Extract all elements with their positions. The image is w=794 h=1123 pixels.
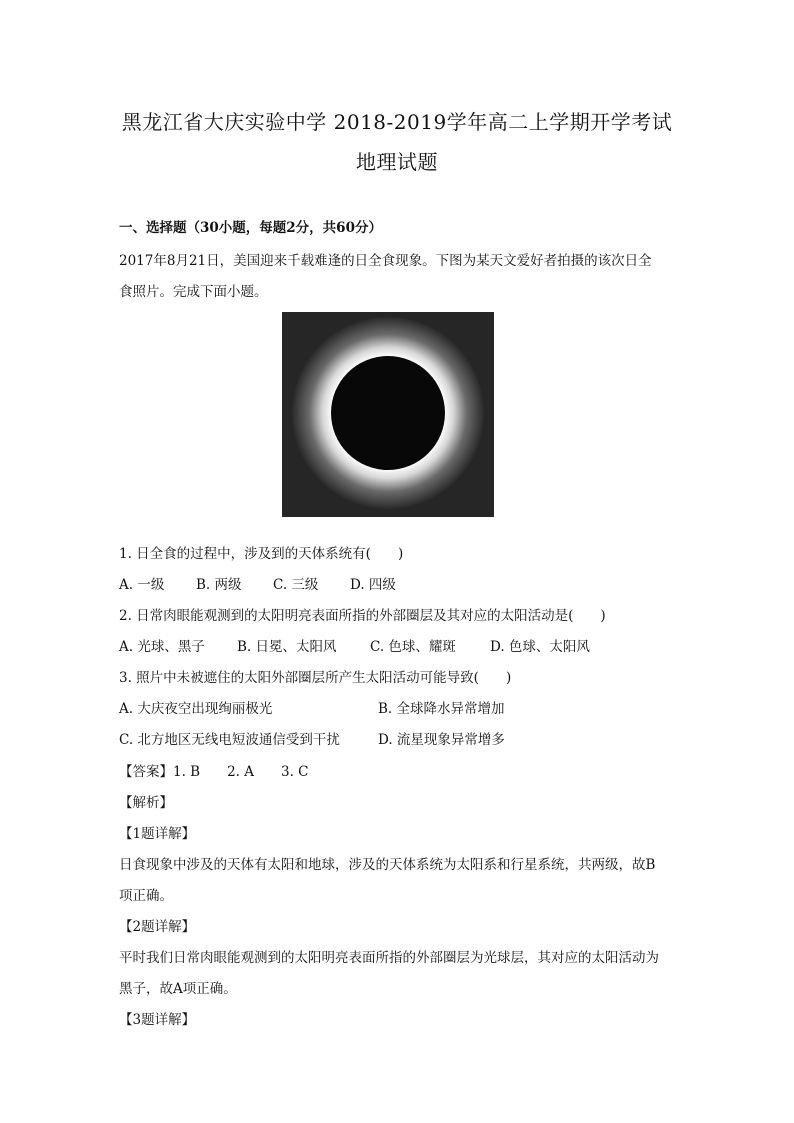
question-1-option-b: B. 两级 <box>196 577 242 593</box>
question-2-stem: 2. 日常肉眼能观测到的太阳明亮表面所指的外部圈层及其对应的太阳活动是( ) <box>119 608 606 624</box>
detail-2-line-2: 黑子，故A项正确。 <box>119 981 237 997</box>
intro-line-1: 2017年8月21日，美国迎来千载难逢的日全食现象。下图为某天文爱好者拍摄的该次日全 <box>119 253 652 269</box>
eclipse-photo <box>282 312 494 517</box>
question-2-option-d: D. 色球、太阳风 <box>490 639 590 655</box>
detail-1-label: 【1题详解】 <box>119 826 196 842</box>
question-2-option-b: B. 日冕、太阳风 <box>237 639 337 655</box>
detail-1-line-1: 日食现象中涉及的天体有太阳和地球，涉及的天体系统为太阳系和行星系统，共两级，故B <box>119 857 656 873</box>
question-1-option-c: C. 三级 <box>273 577 319 593</box>
question-3-option-a: A. 大庆夜空出现绚丽极光 <box>119 701 273 717</box>
question-1-option-a: A. 一级 <box>119 577 165 593</box>
intro-line-2: 食照片。完成下面小题。 <box>119 284 268 300</box>
question-1-stem: 1. 日全食的过程中，涉及到的天体系统有( ) <box>119 546 404 562</box>
detail-2-line-1: 平时我们日常肉眼能观测到的太阳明亮表面所指的外部圈层为光球层，其对应的太阳活动为 <box>119 950 659 966</box>
doc-subtitle: 地理试题 <box>356 150 438 174</box>
doc-title: 黑龙江省大庆实验中学 2018-2019学年高二上学期开学考试 <box>121 110 673 134</box>
analysis-label: 【解析】 <box>119 795 173 811</box>
detail-2-label: 【2题详解】 <box>119 919 196 935</box>
question-3-option-c: C. 北方地区无线电短波通信受到干扰 <box>119 732 340 748</box>
detail-1-line-2: 项正确。 <box>119 888 173 904</box>
question-3-option-b: B. 全球降水异常增加 <box>378 701 505 717</box>
question-2-option-c: C. 色球、耀斑 <box>370 639 456 655</box>
answer-line: 【答案】1. B 2. A 3. C <box>119 764 309 780</box>
question-3-stem: 3. 照片中未被遮住的太阳外部圈层所产生太阳活动可能导致( ) <box>119 670 512 686</box>
question-2-option-a: A. 光球、黑子 <box>119 639 205 655</box>
section-heading: 一、选择题（30小题，每题2分，共60分） <box>119 220 382 236</box>
question-1-option-d: D. 四级 <box>350 577 396 593</box>
detail-3-label: 【3题详解】 <box>119 1012 196 1028</box>
question-3-option-d: D. 流星现象异常增多 <box>378 732 505 748</box>
